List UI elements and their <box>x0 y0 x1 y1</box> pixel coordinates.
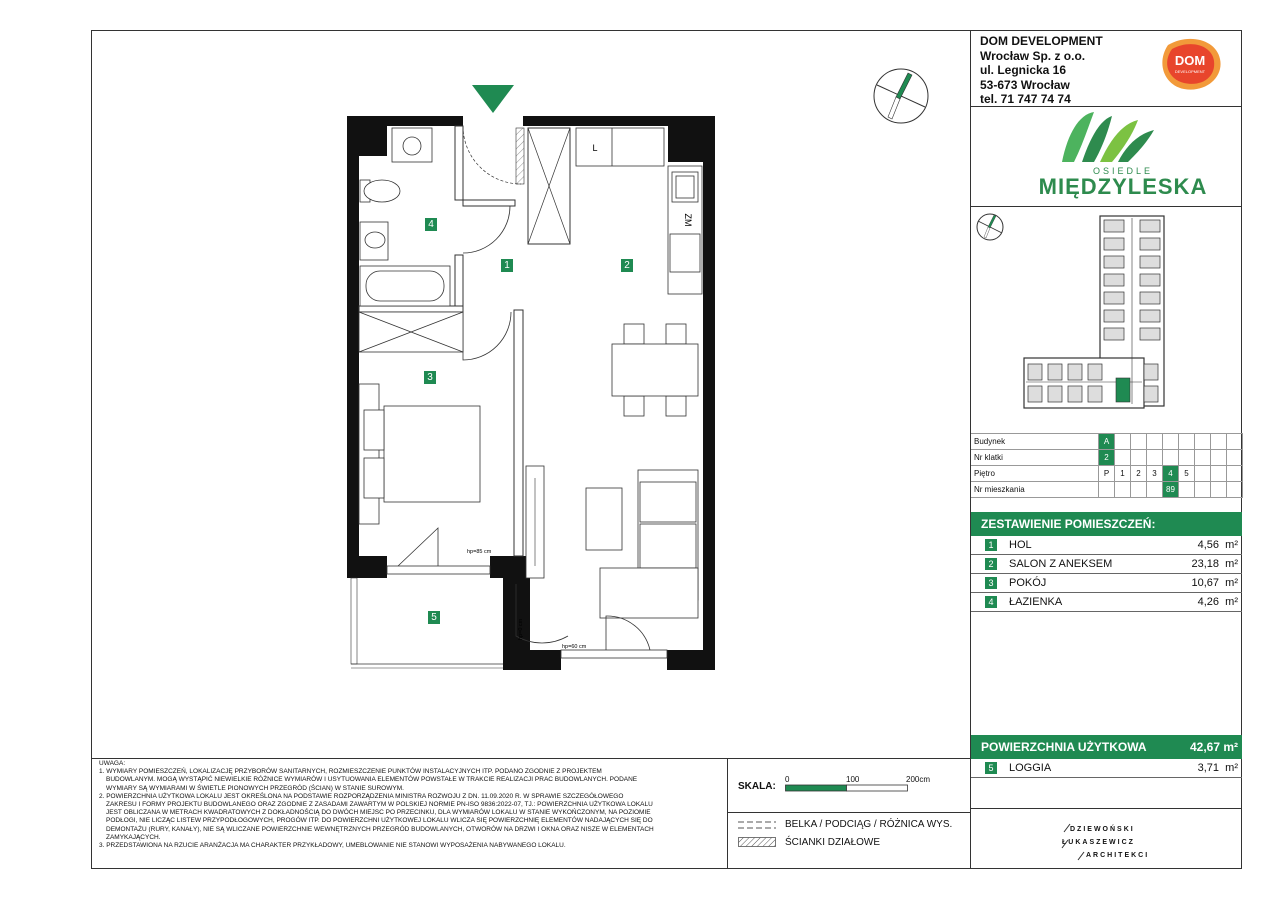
scale-tick-200: 200cm <box>906 775 931 784</box>
dining-table <box>612 324 698 416</box>
partition-legend-label: ŚCIANKI DZIAŁOWE <box>785 837 881 848</box>
company-phone: tel. 71 747 74 74 <box>980 92 1071 106</box>
staircase-label: Nr klatki <box>971 450 1099 466</box>
compass-icon <box>872 67 930 125</box>
company-city: 53-673 Wrocław <box>980 77 1070 92</box>
note-line: 2. POWIERZCHNIA UŻYTKOWA LOKALU JEST OKREŚLONA NA PODSTAWIE ROZPORZĄDZENIA MINISTRA ROZWOJU Z DN. 11.09.2020 R. W SPRAWIE SZCZEGÓŁOWEGO <box>99 792 624 800</box>
building-value: A <box>1099 434 1115 450</box>
loggia-row <box>971 759 1242 778</box>
company-street: ul. Legnicka 16 <box>980 63 1067 77</box>
sofa <box>586 470 698 618</box>
notes-divider <box>727 758 728 869</box>
bed <box>359 384 480 524</box>
osiedle-logo-icon <box>1060 110 1156 164</box>
architect-line1: DZIEWOŃSKI <box>1070 826 1135 833</box>
apt-label: Nr mieszkania <box>971 482 1099 498</box>
project-prefix: OSIEDLE <box>1092 166 1153 176</box>
room-num: 3 <box>985 577 997 589</box>
dom-logo-sub: DEVELOPMENT <box>1174 69 1206 74</box>
floor-4: 4 <box>1163 466 1179 482</box>
scale-label: SKALA: <box>738 781 776 792</box>
arch-divider <box>970 808 1242 809</box>
beam-legend-icon <box>738 820 776 830</box>
rooms-title: ZESTAWIENIE POMIESZCZEŃ: <box>981 517 1156 531</box>
architect-line2: ŁUKASZEWICZ <box>1062 839 1135 846</box>
note-line: WYMIARY SĄ WYMIARAMI W ŚWIETLE PIONOWYCH PRZEGRÓD (ŚCIAN) W STANIE SUROWYM. <box>106 784 404 792</box>
logo-divider <box>970 206 1242 207</box>
room-num: 2 <box>985 558 997 570</box>
note-line: ZAKRESU I FORMY PROJEKTU BUDOWLANEGO ORAZ ZGODNIE Z ZASADAMI ZAWARTYM W POLSKIEJ NORMIE PN-ISO 9836:2022-07, TJ.: POWIERZCHNIA UŻYTKOWA LOKALU <box>106 801 653 809</box>
footer-divider <box>91 758 971 759</box>
floor-label: Piętro <box>971 466 1099 482</box>
room-name: SALON Z ANEKSEM <box>1009 558 1113 570</box>
note-line: JEST OBLICZANA W METRACH KWADRATOWYCH Z DOKŁADNOŚCIĄ DO DWÓCH MIEJSC PO PRZECINKU, DLA WYMIARÓW LOKALU W STANIE WYKOŃCZONYM, NA POZIOMIE <box>106 809 651 817</box>
floor-p: P <box>1099 466 1115 482</box>
room-name: POKÓJ <box>1009 577 1047 589</box>
room-row <box>971 536 1242 555</box>
room-area: 4,56 m² <box>1197 539 1238 551</box>
room-label-2: 2 <box>621 259 633 272</box>
note-line: BUDOWLANYM. MOGĄ WYSTĄPIĆ NIEWIELKIE RÓŻNICE WYMIARÓW I USYTUOWANIA ELEMENTÓW POWSTAŁE W TRAKCIE REALIZACJI PRAC BUDOWLANYCH. PODANE <box>106 776 638 784</box>
floor-plan <box>340 80 730 680</box>
building-label: Budynek <box>971 434 1099 450</box>
floor-5: 5 <box>1179 466 1195 482</box>
total-area-bar <box>971 735 1242 759</box>
note-line: ZAMYKAJĄCYCH. <box>106 833 161 841</box>
scale-divider <box>727 812 971 813</box>
loggia-num: 5 <box>985 762 997 774</box>
scale-tick-0: 0 <box>785 775 790 784</box>
architect-line3: ARCHITEKCI <box>1086 852 1150 859</box>
room-label-4: 4 <box>425 218 437 231</box>
floor-1: 1 <box>1115 466 1131 482</box>
room-row <box>971 555 1242 574</box>
notes-block <box>99 760 719 850</box>
project-name: MIĘDZYLESKA <box>1038 174 1208 199</box>
dishwasher-label: ZM <box>683 213 693 227</box>
room-label-5: 5 <box>428 611 440 624</box>
floor-2: 2 <box>1131 466 1147 482</box>
beam-legend-label: BELKA / PODCIĄG / RÓŻNICA WYS. <box>785 819 953 830</box>
dom-logo-text: DOM <box>1174 53 1206 68</box>
room-label-1: 1 <box>501 259 513 272</box>
note-line: 1. WYMIARY POMIESZCZEŃ, LOKALIZACJĘ PRZYBORÓW SANITARNYCH, ROZMIESZCZENIE PUNKTÓW INSTALACYJNYCH ITP. PODANO ZGODNIE Z PROJEKTEM <box>99 768 602 776</box>
bathroom-fixtures <box>359 128 463 352</box>
loggia-area: 3,71 m² <box>1197 762 1238 774</box>
dim-bedroom-window: hp=85 cm <box>467 549 492 555</box>
dom-development-logo <box>1158 37 1224 92</box>
fridge-label: L <box>592 143 598 153</box>
keyplan-compass-icon <box>975 212 1005 242</box>
room-name: HOL <box>1009 539 1032 551</box>
company-entity: Wrocław Sp. z o.o. <box>980 48 1086 63</box>
scale-bar <box>785 784 909 792</box>
room-row <box>971 574 1242 593</box>
room-name: ŁAZIENKA <box>1009 596 1063 608</box>
total-area-value: 42,67 m² <box>1189 740 1238 754</box>
scale-tick-100: 100 <box>846 775 860 784</box>
entrance-marker <box>472 85 514 113</box>
apt-value: 89 <box>1163 482 1179 498</box>
dim-living-window: hp=60 cm <box>562 644 587 650</box>
note-line: 3. PRZEDSTAWIONA NA RZUCIE ARANŻACJA MA CHARAKTER PRZYKŁADOWY, UMEBLOWANIE NIE STANOWI WYPOSAŻENIA NABYWANEGO LOKALU. <box>99 842 566 850</box>
room-label-3: 3 <box>424 371 436 384</box>
company-info <box>980 34 1103 107</box>
architect-mark <box>1060 822 1150 862</box>
note-line: PODŁOGI, NIE LICZĄC LISTEW PRZYPODŁOGOWYCH, PROGÓW ITP. DO POWIERZCHNI UŻYTKOWEJ LOKALU WLICZA SIĘ POWIERZCHNIĘ ELEMENTÓW NADAJĄCYCH SIĘ DO <box>106 817 653 825</box>
company-name: DOM DEVELOPMENT <box>980 34 1103 48</box>
dim-loggia-door: hp=0 cm <box>518 618 524 640</box>
loggia-name: LOGGIA <box>1009 762 1052 774</box>
room-area: 23,18 m² <box>1191 558 1238 570</box>
building-keyplan <box>1018 212 1168 412</box>
room-row <box>971 593 1242 612</box>
room-area: 4,26 m² <box>1197 596 1238 608</box>
floor-3: 3 <box>1147 466 1163 482</box>
room-num: 1 <box>985 539 997 551</box>
apartment-info-table <box>971 433 1243 498</box>
note-line: DEMONTAŻU (RURY, KANAŁY), NIE SĄ WLICZANE POWIERZCHNIE WEWNĘTRZNYCH PRZEGRÓD BUDOWLANYCH, OTWORÓW NA DRZWI I OKNA ORAZ NISZE W ELEMENTACH <box>106 825 654 833</box>
room-area: 10,67 m² <box>1191 577 1238 589</box>
room-num: 4 <box>985 596 997 608</box>
partition-legend-icon <box>738 837 776 847</box>
notes-title: UWAGA: <box>99 760 126 767</box>
total-area-label: POWIERZCHNIA UŻYTKOWA <box>981 740 1147 754</box>
rooms-title-bar <box>971 512 1242 536</box>
staircase-value: 2 <box>1099 450 1115 466</box>
